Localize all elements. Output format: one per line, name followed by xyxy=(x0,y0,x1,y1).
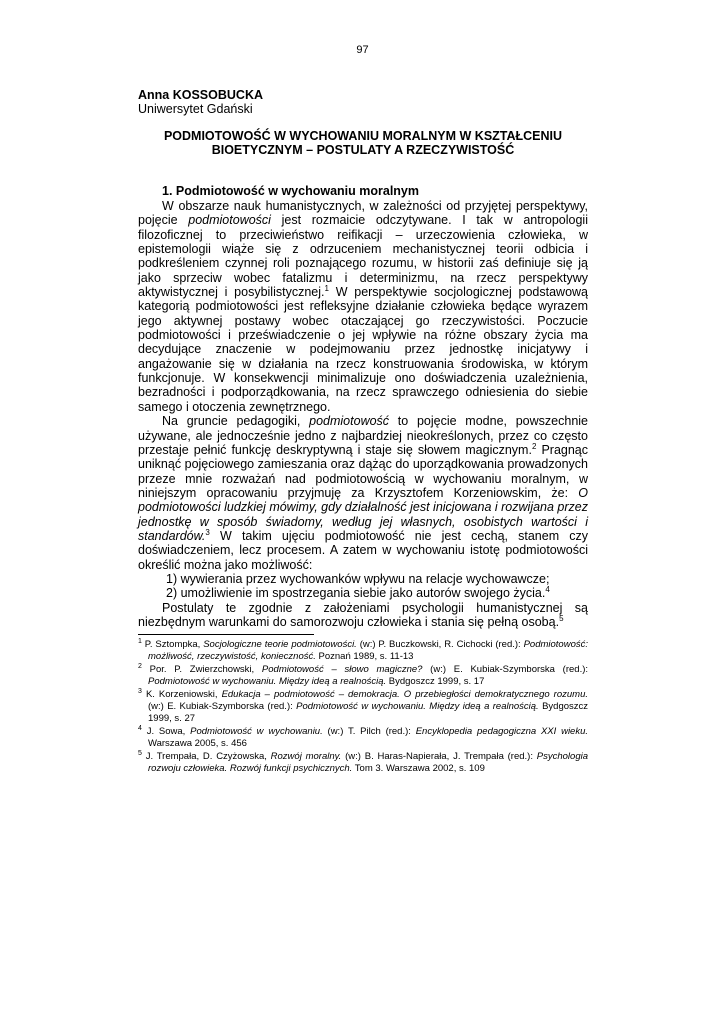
footnote-separator xyxy=(138,634,314,635)
text-run: 2) umożliwienie im spostrzegania siebie jako autorów swojego życia. xyxy=(166,586,546,601)
footnote-number: 5 xyxy=(138,750,142,757)
author-name: Anna KOSSOBUCKA xyxy=(138,88,264,102)
footnote xyxy=(138,751,588,775)
text-run: (w:) P. Buczkowski, R. Cichocki (red.): xyxy=(356,639,524,650)
footnote-ref: 4 xyxy=(545,585,550,595)
footnote-number: 2 xyxy=(138,663,142,670)
text-run: P. Sztompka, xyxy=(144,639,204,650)
paragraph xyxy=(138,414,588,572)
section-heading: 1. Podmiotowość w wychowaniu moralnym xyxy=(162,184,419,198)
title-line: PODMIOTOWOŚĆ W WYCHOWANIU MORALNYM W KSZTAŁCENIU xyxy=(163,129,563,143)
text-run: Postulaty te zgodnie z założeniami psychologii humanistycznej są niezbędnym warunkami do samorozwoju człowieka i stania się pełną osobą. xyxy=(138,600,588,629)
page-number: 97 xyxy=(356,44,369,56)
text-run: Poznań 1989, s. 11-13 xyxy=(315,651,414,662)
italic-title: Socjologiczne teorie podmiotowości. xyxy=(203,639,357,650)
italic-title: Podmiotowość w wychowaniu. Między ideą a realnością. xyxy=(296,701,539,712)
text-run: (w:) T. Pilch (red.): xyxy=(322,726,416,737)
text-run: Bydgoszcz 1999, s. 17 xyxy=(386,676,485,687)
quotation: O podmiotowości ludzkiej mówimy, gdy działalność jest inicjowana i rozwijana przez jednostkę w sposób świadomy, według jej własnych, osobistych wartości i standardów. xyxy=(138,485,588,543)
footnote-number: 1 xyxy=(138,638,142,645)
title-line: BIOETYCZNYM – POSTULATY A RZECZYWISTOŚĆ xyxy=(211,143,515,157)
footnote xyxy=(138,689,588,725)
text-run: Na gruncie pedagogiki, xyxy=(162,414,310,429)
footnote-ref: 5 xyxy=(559,613,564,623)
italic-title: Encyklopedia pedagogiczna XXI wieku. xyxy=(415,726,589,737)
italic-term: podmiotowość xyxy=(309,414,390,429)
italic-title: Podmiotowość w wychowaniu. xyxy=(190,726,323,737)
text-run: to pojęcie modne, powszechnie używane, ale jednocześnie jedno z najbardziej nieokreślonych, przez co często przestaje pełnić funkcję deskryptywną i staje się słowem magicznym. xyxy=(138,414,588,457)
text-run: W obszarze nauk humanistycznych, w zależności od przyjętej perspektywy, pojęcie xyxy=(138,199,588,228)
list-item: 1) wywierania przez wychowanków wpływu na relacje wychowawcze; xyxy=(166,571,550,586)
text-run: Por. P. Zwierzchowski, xyxy=(149,664,262,675)
text-run: Bydgoszcz 1999, s. 27 xyxy=(148,701,589,724)
text-run: K. Korzeniowski, xyxy=(145,689,222,700)
text-run: W takim ujęciu podmiotowość nie jest cechą, stanem czy doświadczeniem, lecz procesem. A zatem w wychowaniu istotę podmiotowości określić można jako możliwość: xyxy=(138,528,588,572)
text-run: (w:) B. Haras-Napierała, J. Trempała (red.): xyxy=(341,751,537,762)
footnote-number: 4 xyxy=(138,725,142,732)
footnote-ref: 1 xyxy=(324,284,329,294)
text-run: Warszawa 2005, s. 456 xyxy=(148,738,247,749)
paragraph xyxy=(138,601,588,630)
footnotes xyxy=(138,639,588,776)
italic-term: podmiotowości xyxy=(188,213,271,228)
text-run: Pragnąc uniknąć pojęciowego zamieszania oraz dążąc do uporządkowania prowadzonych przeze mnie rozważań nad podmiotowością w wychowaniu moralnym, w niniejszym opracowaniu przyjmuję za Krzysztofem Korzeniowskim, że: xyxy=(138,442,589,500)
italic-title: Edukacja – podmiotowość – demokracja. O przebiegłości demokratycznego rozumu. xyxy=(221,689,588,700)
text-run: (w:) E. Kubiak-Szymborska (red.): xyxy=(422,664,589,675)
text-run: J. Trempała, D. Czyżowska, xyxy=(145,751,271,762)
italic-title: Rozwój moralny. xyxy=(270,751,342,762)
italic-title: Podmiotowość w wychowaniu. Między ideą a realnością. xyxy=(148,676,387,687)
paper-title xyxy=(138,129,588,157)
text-run: (w:) E. Kubiak-Szymborska (red.): xyxy=(148,701,297,712)
footnote-ref: 2 xyxy=(531,441,537,451)
text-run: J. Sowa, xyxy=(146,726,191,737)
footnote xyxy=(138,639,588,663)
italic-title: Podmiotowość – słowo magiczne? xyxy=(261,664,423,675)
paragraph xyxy=(138,199,588,414)
text-run: jest rozmaicie odczytywane. I tak w antropologii filozoficznej to przeciwieństwo reifikacji – urzeczowienia człowieka, w epistemologii wiąże się z odrzuceniem mechanistycznej teorii odbicia i podkreśleniem czynnej roli poznającego rozumu, w historii zaś definiuje się ją jako sprzeciw wobec fatalizmu i determinizmu, na rzecz perspektywy aktywistycznej i posybilistycznej. xyxy=(138,213,588,300)
italic-title: Podmiotowość: możliwość, rzeczywistość, konieczność. xyxy=(148,639,588,662)
footnote-number: 3 xyxy=(138,688,142,695)
text-run: Tom 3. Warszawa 2002, s. 109 xyxy=(352,763,485,774)
footnote xyxy=(138,726,588,750)
italic-title: Psychologia rozwoju człowieka. Rozwój funkcji psychicznych. xyxy=(148,751,589,774)
author-affiliation: Uniwersytet Gdański xyxy=(138,102,253,116)
text-run: W perspektywie socjologicznej podstawową kategorią podmiotowości jest refleksyjne działanie człowieka będące wyrazem jego aktywnej postawy wobec otaczającej go rzeczywistości. Poczucie podmiotowości i przeświadczenie o jej wpływie na różne obszary życia ma decydujące znaczenie w podejmowaniu przez jednostkę inicjatywy i angażowanie się w działania na rzecz konstruowania środowiska, w którym funkcjonuje. W konsekwencji minimalizuje ono doświadczenia uzależnienia, bezradności i podporządkowania, na rzecz sprawczego odniesienia do siebie samego i otoczenia zewnętrznego. xyxy=(138,285,588,414)
footnote-ref: 3 xyxy=(205,527,210,537)
footnote xyxy=(138,664,588,688)
body-text xyxy=(138,199,588,629)
list-item xyxy=(138,586,588,600)
